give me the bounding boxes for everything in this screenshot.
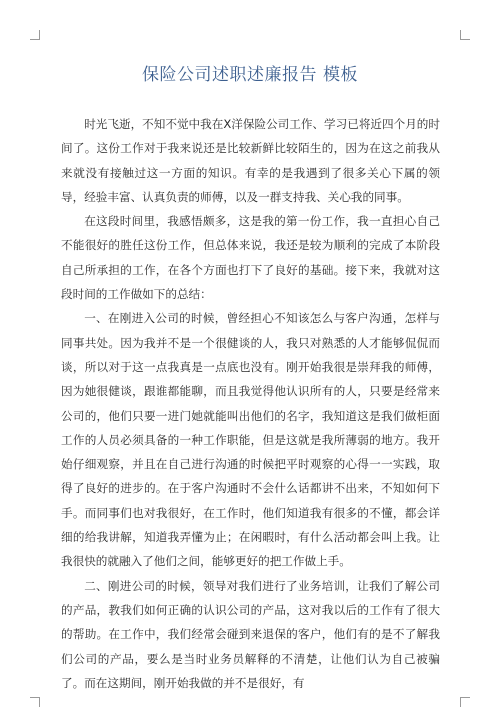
crop-mark-bottom-right xyxy=(460,697,470,707)
paragraph-1: 时光飞逝，不知不觉中我在X洋保险公司工作、学习已将近四个月的时间了。这份工作对于我来说还是比较新鲜比较陌生的，因为在这之前我从来就没有接触过这一方面的知识。有幸的是我遇到了很多关心下属的领导，经验丰富、认真负责的师傅，以及一群支持我、关心我的同事。 xyxy=(61,117,440,204)
crop-mark-top-right xyxy=(460,30,470,40)
paragraph-2: 在这段时间里，我感悟颇多，这是我的第一份工作，我一直担心自己不能很好的胜任这份工作，但总体来说，我还是较为顺利的完成了本阶段自己所承担的工作，在各个方面也打下了良好的基础。接下来，我就对这段时间的工作做如下的总结： xyxy=(61,214,440,302)
paragraph-3: 一、在刚进入公司的时候，曾经担心不知该怎么与客户沟通，怎样与同事共处。因为我并不是一个很健谈的人，我只对熟悉的人才能够侃侃而谈，所以对于这一点我真是一点底也没有。刚开始我很是崇拜我的师傅，因为她很健谈，跟谁都能聊，而且我觉得他认识所有的人，只要是经常来公司的，他们只要一进门她就能叫出他们的名字，我知道这是我们做柜面工作的人员必须具备的一种工作职能，但是这就是我所薄弱的地方。我开始仔细观察，并且在自己进行沟通的时候把平时观察的心得一一实践，取得了良好的进步的。在于客户沟通时不会什么话都讲不出来，不知如何下手。而同事们也对我很好，在工作时，他们知道我有很多的不懂，都会详细的给我讲解，知道我弄懂为止；在闲暇时，有什么活动都会叫上我。让我很快的就融入了他们之间，能够更好的把工作做上手。 xyxy=(61,311,440,569)
paragraph-4: 二、刚进公司的时候，领导对我们进行了业务培训，让我们了解公司的产品，教我们如何正确的认识公司的产品，这对我以后的工作有了很大的帮助。在工作中，我们经常会碰到来退保的客户，他们有的是不了解我们公司的产品，要么是当时业务员解释的不清楚，让他们认为自己被骗了。而在这期间，刚开始我做的并不是很好，有 xyxy=(61,578,440,690)
crop-mark-top-left xyxy=(30,30,40,40)
crop-mark-bottom-left xyxy=(30,697,40,707)
document-body xyxy=(61,112,440,695)
document-title: 保险公司述职述廉报告 模板 xyxy=(142,65,358,85)
